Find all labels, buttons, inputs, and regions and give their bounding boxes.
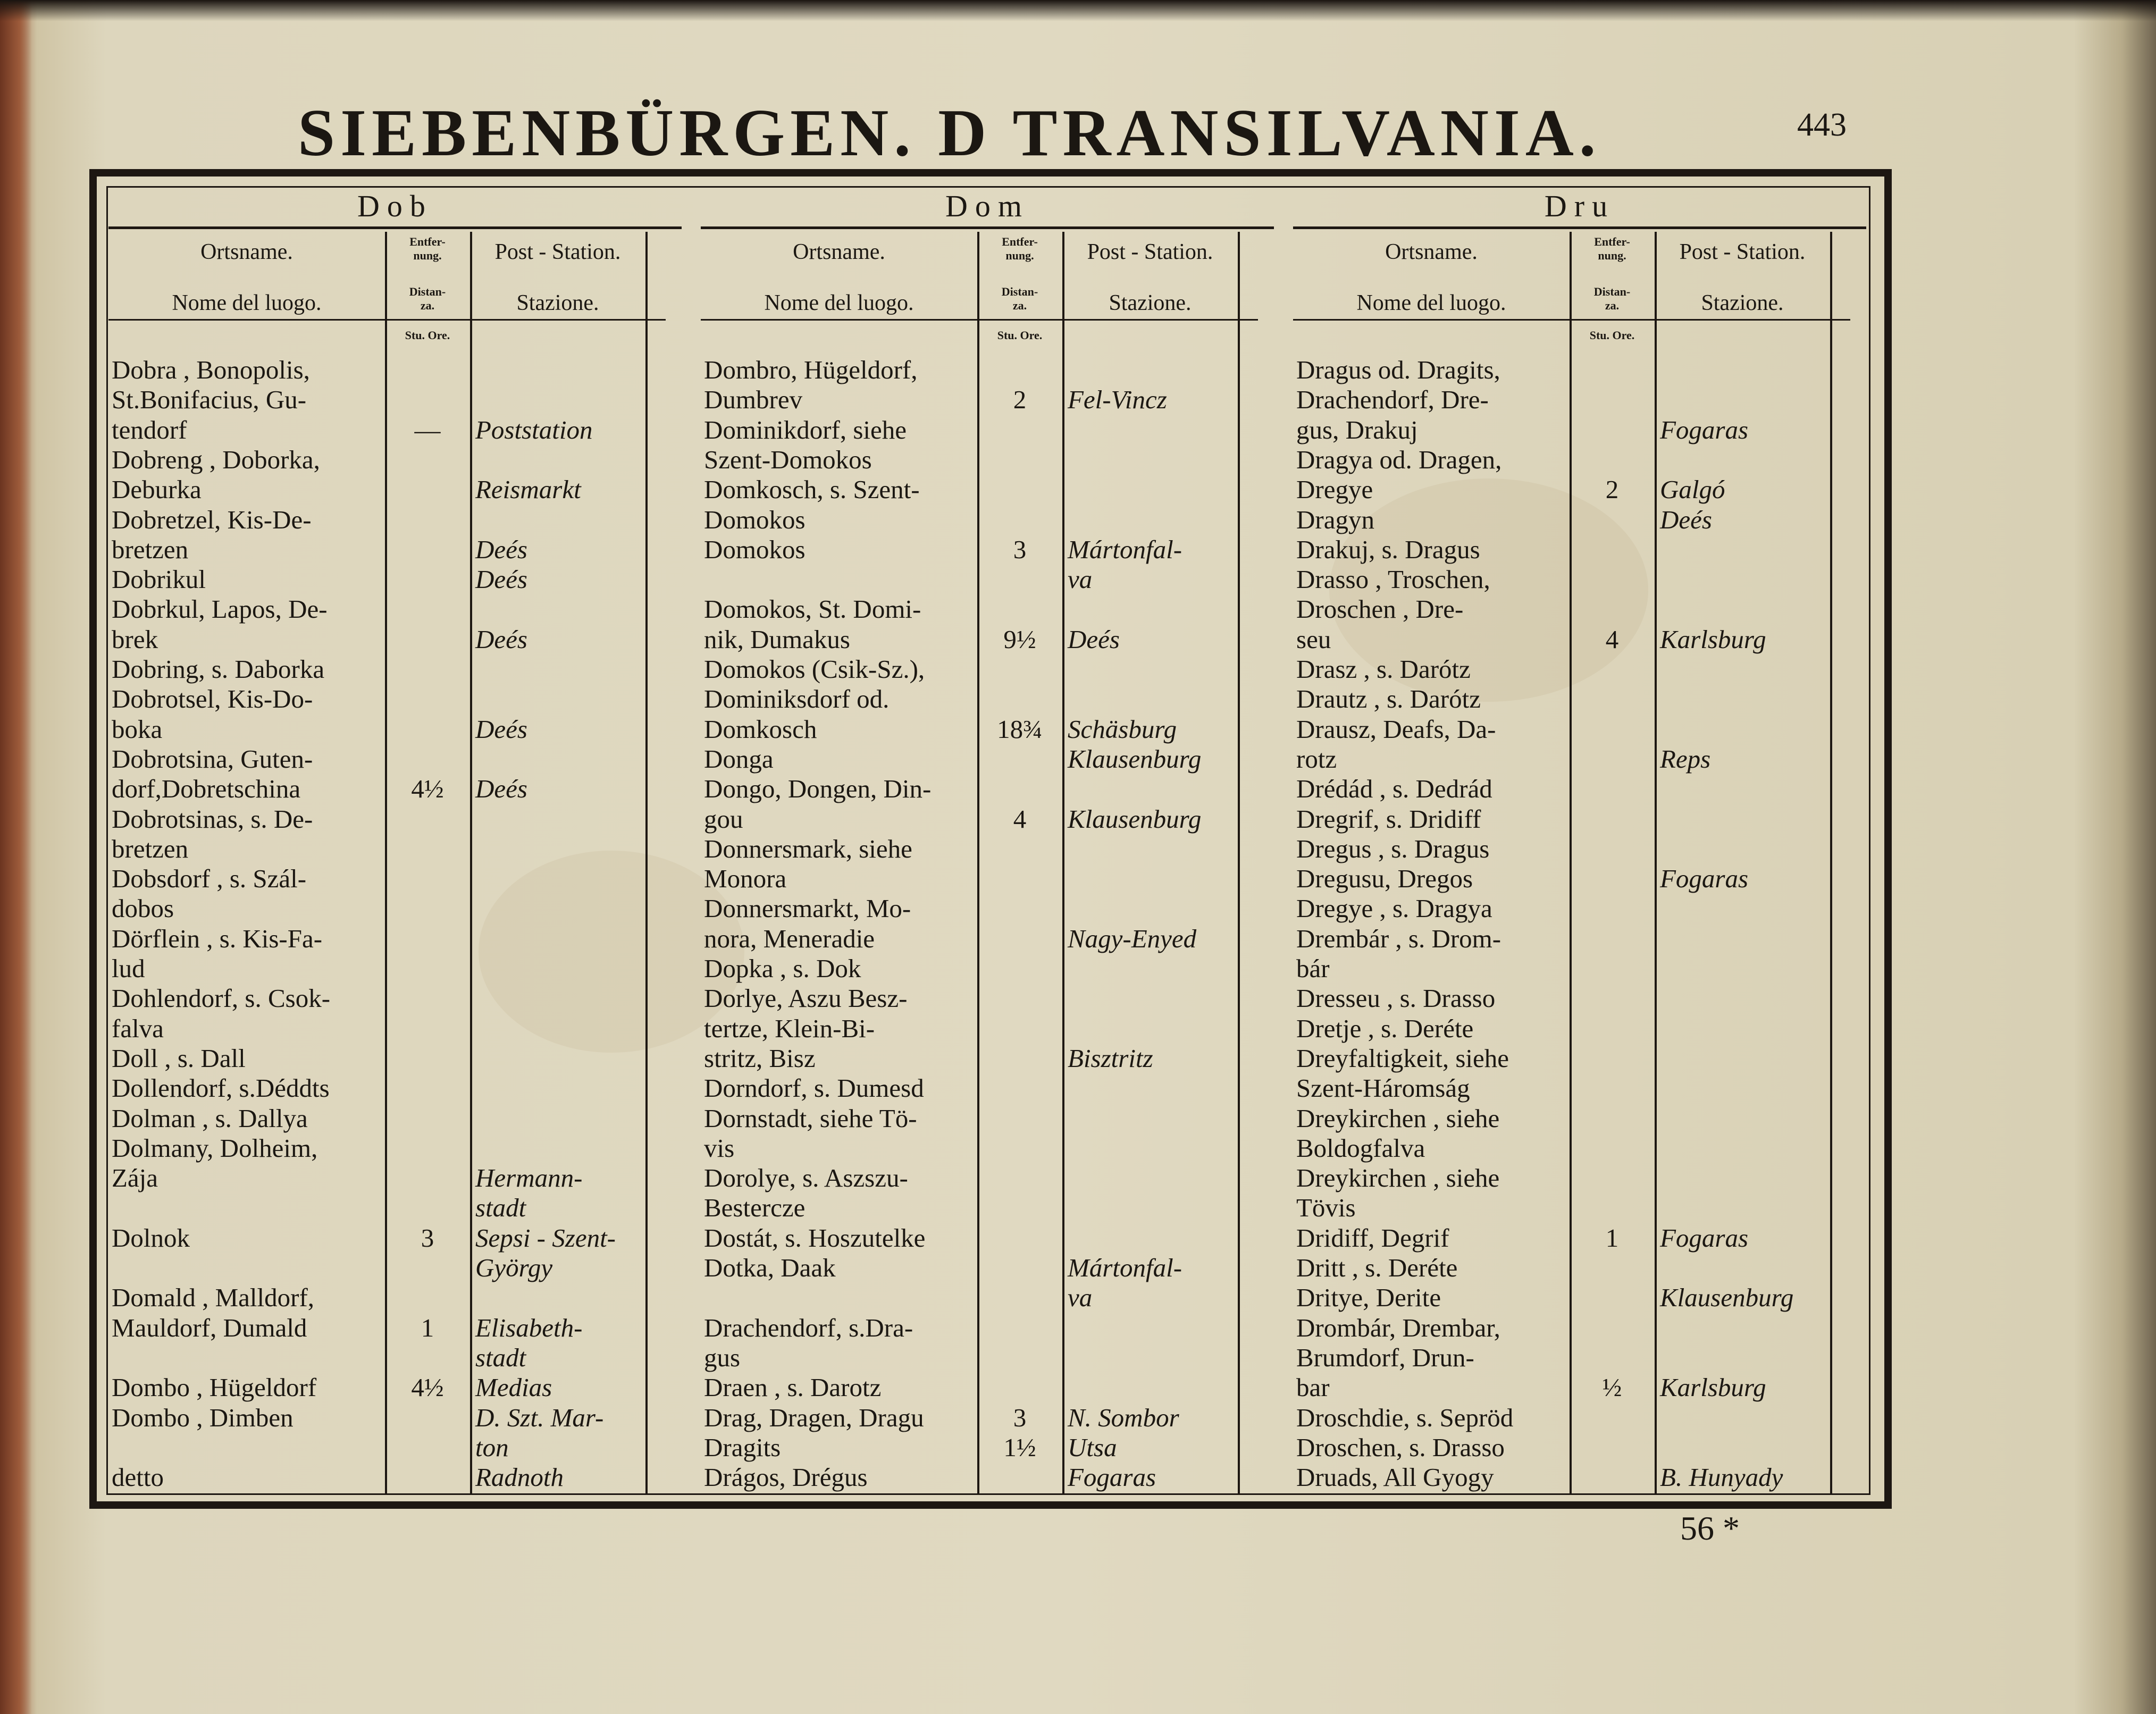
column-rule <box>1570 232 1572 1495</box>
post-station: va <box>1068 1283 1093 1313</box>
place-name: Zája <box>112 1163 158 1193</box>
place-name: nik, Dumakus <box>704 624 850 654</box>
column-rule <box>1293 319 1850 321</box>
place-name: Dragits <box>704 1432 781 1462</box>
post-station: Nagy-Enyed <box>1068 923 1197 953</box>
place-name: Donga <box>704 744 774 774</box>
section-dru <box>1293 186 1866 1495</box>
place-name: Dobrkul, Lapos, De- <box>112 594 328 624</box>
place-name: Bestercze <box>704 1193 806 1223</box>
place-name: Dreykirchen , siehe <box>1296 1103 1500 1133</box>
column-header: Post - Station. <box>1087 240 1213 264</box>
distance-value: 4½ <box>411 774 444 804</box>
place-name: Druads, All Gyogy <box>1296 1463 1494 1492</box>
place-name: Drembár , s. Drom- <box>1296 923 1501 953</box>
place-name: stritz, Bisz <box>704 1043 816 1073</box>
distance-value: 4 <box>1013 804 1027 834</box>
place-name: Dragya od. Dragen, <box>1296 444 1502 474</box>
column-header: Post - Station. <box>1679 240 1806 264</box>
place-name: Drágos, Drégus <box>704 1463 868 1492</box>
place-name: dorf,Dobretschina <box>112 774 301 804</box>
post-station: B. Hunyady <box>1660 1463 1783 1492</box>
post-station: Poststation <box>475 415 593 444</box>
column-header: za. <box>1605 299 1620 312</box>
place-name: Boldogfalva <box>1296 1133 1425 1163</box>
place-name: tendorf <box>112 415 187 444</box>
post-station: Karlsburg <box>1660 1373 1766 1402</box>
place-name: Dritt , s. Deréte <box>1296 1253 1458 1282</box>
distance-value: 9½ <box>1003 624 1036 654</box>
place-name: Dreykirchen , siehe <box>1296 1163 1500 1193</box>
place-name: Dritye, Derite <box>1296 1283 1441 1313</box>
place-name: Dobreng , Doborka, <box>112 444 320 474</box>
place-name: Dornstadt, siehe Tö- <box>704 1103 917 1133</box>
place-name: Dobrotsinas, s. De- <box>112 804 313 834</box>
place-name: bretzen <box>112 534 189 564</box>
column-rule <box>977 232 979 1495</box>
place-name: seu <box>1296 624 1331 654</box>
distance-value: 4½ <box>411 1373 444 1402</box>
distance-value: 3 <box>1013 534 1027 564</box>
place-name: Dostát, s. Hoszutelke <box>704 1223 926 1253</box>
place-name: bar <box>1296 1373 1330 1402</box>
place-name: Dorlye, Aszu Besz- <box>704 984 908 1013</box>
place-name: Dominiksdorf od. <box>704 684 890 714</box>
post-station: Elisabeth- <box>475 1313 583 1342</box>
place-name: tertze, Klein-Bi- <box>704 1013 875 1043</box>
place-name: vis <box>704 1133 735 1163</box>
place-name: Dobrotsina, Guten- <box>112 744 313 774</box>
place-name: gou <box>704 804 743 834</box>
place-name: Dörflein , s. Kis-Fa- <box>112 923 323 953</box>
column-header: Ortsname. <box>200 240 293 264</box>
book-binding <box>0 0 32 1714</box>
distance-value: 3 <box>1013 1402 1027 1432</box>
distance-value: 3 <box>421 1223 434 1253</box>
post-station: Fogaras <box>1660 415 1749 444</box>
distance-value: — <box>414 415 441 444</box>
place-name: Dragus od. Dragits, <box>1296 355 1500 384</box>
place-name: lud <box>112 954 145 983</box>
post-station: Medias <box>475 1373 552 1402</box>
place-name: Dohlendorf, s. Csok- <box>112 984 331 1013</box>
post-station: Hermann- <box>475 1163 583 1193</box>
place-name: Dolnok <box>112 1223 190 1253</box>
place-name: Drausz, Deafs, Da- <box>1296 714 1496 744</box>
place-name: Dobrikul <box>112 565 206 594</box>
column-header: Nome del luogo. <box>172 291 322 315</box>
place-name: Domald , Malldorf, <box>112 1283 315 1313</box>
post-station: Bisztritz <box>1068 1043 1153 1073</box>
column-header: nung. <box>413 249 442 262</box>
column-header: Ortsname. <box>793 240 885 264</box>
post-station: ton <box>475 1432 509 1462</box>
column-header: Nome del luogo. <box>764 291 914 315</box>
place-name: Dominikdorf, siehe <box>704 415 907 444</box>
place-name: nora, Meneradie <box>704 923 875 953</box>
post-station: Klausenburg <box>1660 1283 1794 1313</box>
place-name: St.Bonifacius, Gu- <box>112 385 307 415</box>
post-station: Deés <box>1660 505 1712 534</box>
place-name: Droschen , Dre- <box>1296 594 1464 624</box>
column-header: Stu. Ore. <box>1589 329 1635 342</box>
place-name: Domkosch, s. Szent- <box>704 475 920 505</box>
distance-value: 1 <box>421 1313 434 1342</box>
place-name: falva <box>112 1013 164 1043</box>
place-name: Drasso , Troschen, <box>1296 565 1490 594</box>
place-name: Dopka , s. Dok <box>704 954 861 983</box>
distance-value: 1 <box>1605 1223 1619 1253</box>
post-station: D. Szt. Mar- <box>475 1402 604 1432</box>
column-rule <box>1238 232 1240 1495</box>
place-name: Dolman , s. Dallya <box>112 1103 308 1133</box>
place-name: Dretje , s. Deréte <box>1296 1013 1474 1043</box>
post-station: Mártonfal- <box>1068 1253 1182 1282</box>
column-header: Entfer- <box>409 235 446 248</box>
column-rule <box>108 319 666 321</box>
place-name: Dongo, Dongen, Din- <box>704 774 932 804</box>
place-name: Drautz , s. Darótz <box>1296 684 1481 714</box>
post-station: Deés <box>1068 624 1120 654</box>
place-name: Doll , s. Dall <box>112 1043 246 1073</box>
place-name: Drachendorf, Dre- <box>1296 385 1489 415</box>
place-name: dobos <box>112 894 174 923</box>
post-station: Fogaras <box>1660 1223 1749 1253</box>
post-station: Reps <box>1660 744 1711 774</box>
place-name: Domokos <box>704 505 806 534</box>
place-name: Drakuj, s. Dragus <box>1296 534 1480 564</box>
place-name: Domokos (Csik-Sz.), <box>704 654 925 684</box>
column-header: Stu. Ore. <box>997 329 1043 342</box>
place-name: Monora <box>704 864 787 894</box>
place-name: Dorndorf, s. Dumesd <box>704 1073 924 1103</box>
place-name: bretzen <box>112 834 189 863</box>
page-title: SIEBENBÜRGEN. D TRANSILVANIA. <box>298 96 1601 170</box>
column-header: Stazione. <box>1109 291 1192 315</box>
post-station: György <box>475 1253 553 1282</box>
place-name: brek <box>112 624 158 654</box>
place-name: Draen , s. Darotz <box>704 1373 882 1402</box>
place-name: Tövis <box>1296 1193 1356 1223</box>
place-name: Dregusu, Dregos <box>1296 864 1473 894</box>
place-name: rotz <box>1296 744 1337 774</box>
place-name: Dragyn <box>1296 505 1374 534</box>
place-name: Dotka, Daak <box>704 1253 836 1282</box>
post-station: Deés <box>475 774 527 804</box>
place-name: Drasz , s. Darótz <box>1296 654 1471 684</box>
post-station: stadt <box>475 1193 526 1223</box>
section-dob <box>108 186 682 1495</box>
post-station: Deés <box>475 714 527 744</box>
place-name: Drombár, Drembar, <box>1296 1313 1500 1342</box>
place-name: Domkosch <box>704 714 817 744</box>
post-station: Utsa <box>1068 1432 1117 1462</box>
column-header: nung. <box>1005 249 1034 262</box>
place-name: boka <box>112 714 163 744</box>
place-name: Deburka <box>112 475 202 505</box>
section-dom <box>701 186 1274 1495</box>
column-header: Distan- <box>1001 285 1038 298</box>
post-station: Deés <box>475 565 527 594</box>
column-header: za. <box>420 299 435 312</box>
post-station: Karlsburg <box>1660 624 1766 654</box>
place-name: Szent-Háromság <box>1296 1073 1470 1103</box>
column-header: Distan- <box>409 285 446 298</box>
place-name: Dregye <box>1296 475 1373 505</box>
column-header: za. <box>1012 299 1027 312</box>
post-station: va <box>1068 565 1093 594</box>
column-rule <box>108 226 682 229</box>
column-header: Stu. Ore. <box>405 329 450 342</box>
place-name: gus, Drakuj <box>1296 415 1418 444</box>
place-name: bár <box>1296 954 1330 983</box>
place-name: Dreyfaltigkeit, siehe <box>1296 1043 1509 1073</box>
section-title: Dru <box>1544 189 1615 223</box>
place-name: Dobra , Bonopolis, <box>112 355 310 384</box>
column-rule <box>645 232 648 1495</box>
place-name: Dobretzel, Kis-De- <box>112 505 312 534</box>
post-station: Fogaras <box>1660 864 1749 894</box>
place-name: Drachendorf, s.Dra- <box>704 1313 913 1342</box>
printer-signature: 56 * <box>1680 1509 1740 1547</box>
column-rule <box>470 232 472 1495</box>
place-name: Dumbrev <box>704 385 803 415</box>
place-name: Drag, Dragen, Dragu <box>704 1402 924 1432</box>
place-name: gus <box>704 1342 741 1372</box>
place-name: Droschen, s. Drasso <box>1296 1432 1505 1462</box>
page-number: 443 <box>1797 107 1847 143</box>
place-name: Dregye , s. Dragya <box>1296 894 1492 923</box>
section-title: Dom <box>945 189 1029 223</box>
place-name: Dolmany, Dolheim, <box>112 1133 318 1163</box>
distance-value: 2 <box>1605 475 1619 505</box>
place-name: Dorolye, s. Aszszu- <box>704 1163 908 1193</box>
distance-value: ½ <box>1602 1373 1622 1402</box>
column-header: Entfer- <box>1594 235 1630 248</box>
column-header: Distan- <box>1593 285 1631 298</box>
distance-value: 2 <box>1013 385 1027 415</box>
distance-value: 4 <box>1605 624 1619 654</box>
place-name: Donnersmark, siehe <box>704 834 912 863</box>
post-station: Mártonfal- <box>1068 534 1182 564</box>
column-rule <box>701 319 1258 321</box>
post-station: Fogaras <box>1068 1463 1156 1492</box>
post-station: Reismarkt <box>475 475 581 505</box>
place-name: Dobsdorf , s. Szál- <box>112 864 307 894</box>
post-station: Klausenburg <box>1068 804 1202 834</box>
post-station: stadt <box>475 1342 526 1372</box>
post-station: Klausenburg <box>1068 744 1202 774</box>
post-station: Radnoth <box>475 1463 564 1492</box>
post-station: Galgó <box>1660 475 1725 505</box>
column-header: nung. <box>1598 249 1626 262</box>
distance-value: 18¾ <box>997 714 1043 744</box>
place-name: Dombo , Dimben <box>112 1402 293 1432</box>
section-title: Dob <box>357 189 433 223</box>
post-station: Schäsburg <box>1068 714 1177 744</box>
post-station: N. Sombor <box>1068 1402 1179 1432</box>
column-rule <box>1062 232 1064 1495</box>
column-rule <box>1830 232 1832 1495</box>
place-name: Dollendorf, s.Déddts <box>112 1073 330 1103</box>
place-name: Dombro, Hügeldorf, <box>704 355 918 384</box>
post-station: Fel-Vincz <box>1068 385 1167 415</box>
place-name: Droschdie, s. Sepröd <box>1296 1402 1514 1432</box>
column-header: Nome del luogo. <box>1356 291 1506 315</box>
distance-value: 1½ <box>1003 1432 1036 1462</box>
place-name: Donnersmarkt, Mo- <box>704 894 911 923</box>
column-header: Stazione. <box>1701 291 1784 315</box>
place-name: detto <box>112 1463 164 1492</box>
place-name: Dresseu , s. Drasso <box>1296 984 1496 1013</box>
page-top-shadow <box>0 0 2156 21</box>
column-header: Entfer- <box>1002 235 1038 248</box>
post-station: Deés <box>475 534 527 564</box>
place-name: Dregrif, s. Dridiff <box>1296 804 1481 834</box>
column-rule <box>1293 226 1866 229</box>
place-name: Dobring, s. Daborka <box>112 654 325 684</box>
post-station: Sepsi - Szent- <box>475 1223 616 1253</box>
place-name: Domokos <box>704 534 806 564</box>
column-header: Post - Station. <box>494 240 621 264</box>
place-name: Szent-Domokos <box>704 444 872 474</box>
place-name: Dregus , s. Dragus <box>1296 834 1490 863</box>
place-name: Brumdorf, Drun- <box>1296 1342 1474 1372</box>
column-rule <box>1655 232 1657 1495</box>
column-header: Ortsname. <box>1385 240 1478 264</box>
place-name: Domokos, St. Domi- <box>704 594 921 624</box>
place-name: Mauldorf, Dumald <box>112 1313 307 1342</box>
place-name: Dombo , Hügeldorf <box>112 1373 317 1402</box>
place-name: Dobrotsel, Kis-Do- <box>112 684 313 714</box>
place-name: Drédád , s. Dedrád <box>1296 774 1492 804</box>
column-rule <box>701 226 1274 229</box>
column-header: Stazione. <box>516 291 599 315</box>
post-station: Deés <box>475 624 527 654</box>
place-name: Dridiff, Degrif <box>1296 1223 1449 1253</box>
